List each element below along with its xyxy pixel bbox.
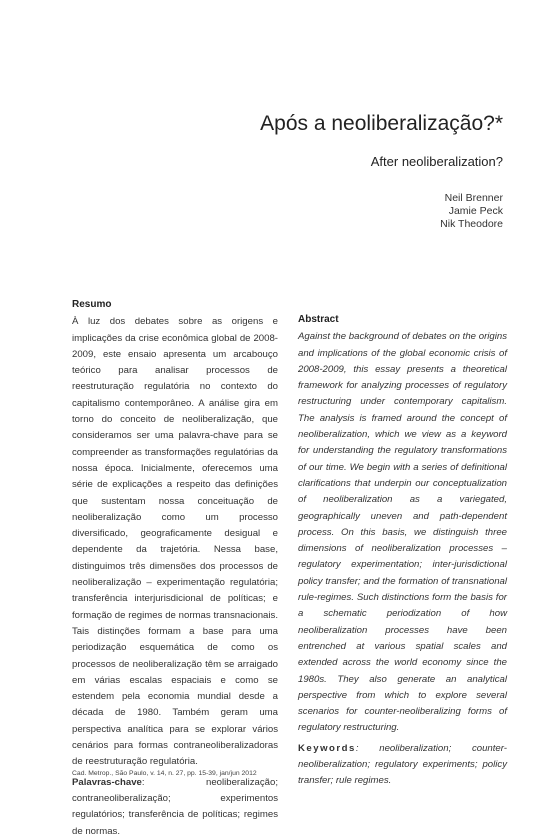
abstract-body: Against the background of debates on the origins and implications of the global economic crisis of 2008-2009, this essay presents a theoretical framework for analyzing processes of regulatory restructuring under contemporary capitalism. The analysis is framed around the concept of neoliberalization, which we view as a keyword for understanding the regulatory transformations of our time. We begin with a series of definitional clarifications that underpin our conceptualization of neoliberalization as a variegated, geographically uneven and path-dependent process. On this basis, we distinguish three dimensions of neoliberalization processes – regulatory experimentation; inter-jurisdictional policy transfer; and the formation of transnational rule-regimes. Such distinctions form the basis for a schematic periodization of how neoliberalization processes have been entrenched at various spatial scales and extended across the world economy since the 1980s. They also generate an analytical perspective from which to explore several scenarios for counter-neoliberalizing forms of regulatory restructuring. [298, 331, 507, 734]
author-name: Neil Brenner [444, 192, 503, 204]
abstract-section [298, 312, 507, 790]
resumo-section [72, 297, 278, 840]
author-name: Nik Theodore [440, 218, 503, 230]
author-list [440, 192, 503, 231]
resumo-heading: Resumo [72, 299, 112, 310]
citation-footer: Cad. Metrop., São Paulo, v. 14, n. 27, pp. 15-39, jan/jun 2012 [72, 770, 257, 777]
abstract-keywords-label: Keywords [298, 742, 356, 754]
abstract-heading: Abstract [298, 314, 339, 325]
resumo-keywords-text: : neoliberalização; contraneoliberalização; experimentos regulatórios; transferência de políticas; regimes de normas. [72, 776, 278, 837]
abstract-keywords-text: : neoliberalization; counter-neoliberalization; regulatory experiments; policy transfer; rule regimes. [298, 742, 507, 787]
article-title: Após a neoliberalização?* [260, 112, 503, 135]
resumo-body: À luz dos debates sobre as origens e implicações da crise econômica global de 2008-2009, este ensaio apresenta um arcabouço teórico para analisar processos de reestruturação regulatória no contexto do capitalismo contemporâneo. A análise gira em torno do conceito de neoliberalização, que consideramos ser uma palavra-chave para se compreender as transformações regulatórias da nossa época. Inicialmente, oferecemos uma série de explicações a respeito das definições que sustentam nossa conceituação de neoliberalização como um processo diversificado, geograficamente desigual e dependente da trajetória. Nessa base, distinguimos três dimensões dos processos de neoliberalização – experimentação regulatória; transferência interjurisdicional de políticas; e formação de regimes de normas transnacionais. Tais distinções formam a base para uma periodização esquemática de como os processos de neoliberalização têm se arraigado em várias escalas espaciais e como se estendem pela economia mundial desde a década de 1980. Também geram uma perspectiva analítica para se explorar vários cenários para formas contraneoliberalizadoras de reestruturação regulatória. [72, 316, 278, 768]
resumo-keywords [72, 775, 278, 840]
resumo-keywords-label: Palavras-chave [72, 776, 142, 788]
abstract-keywords [298, 741, 507, 790]
article-subtitle: After neoliberalization? [370, 154, 503, 169]
author-name: Jamie Peck [448, 205, 503, 217]
